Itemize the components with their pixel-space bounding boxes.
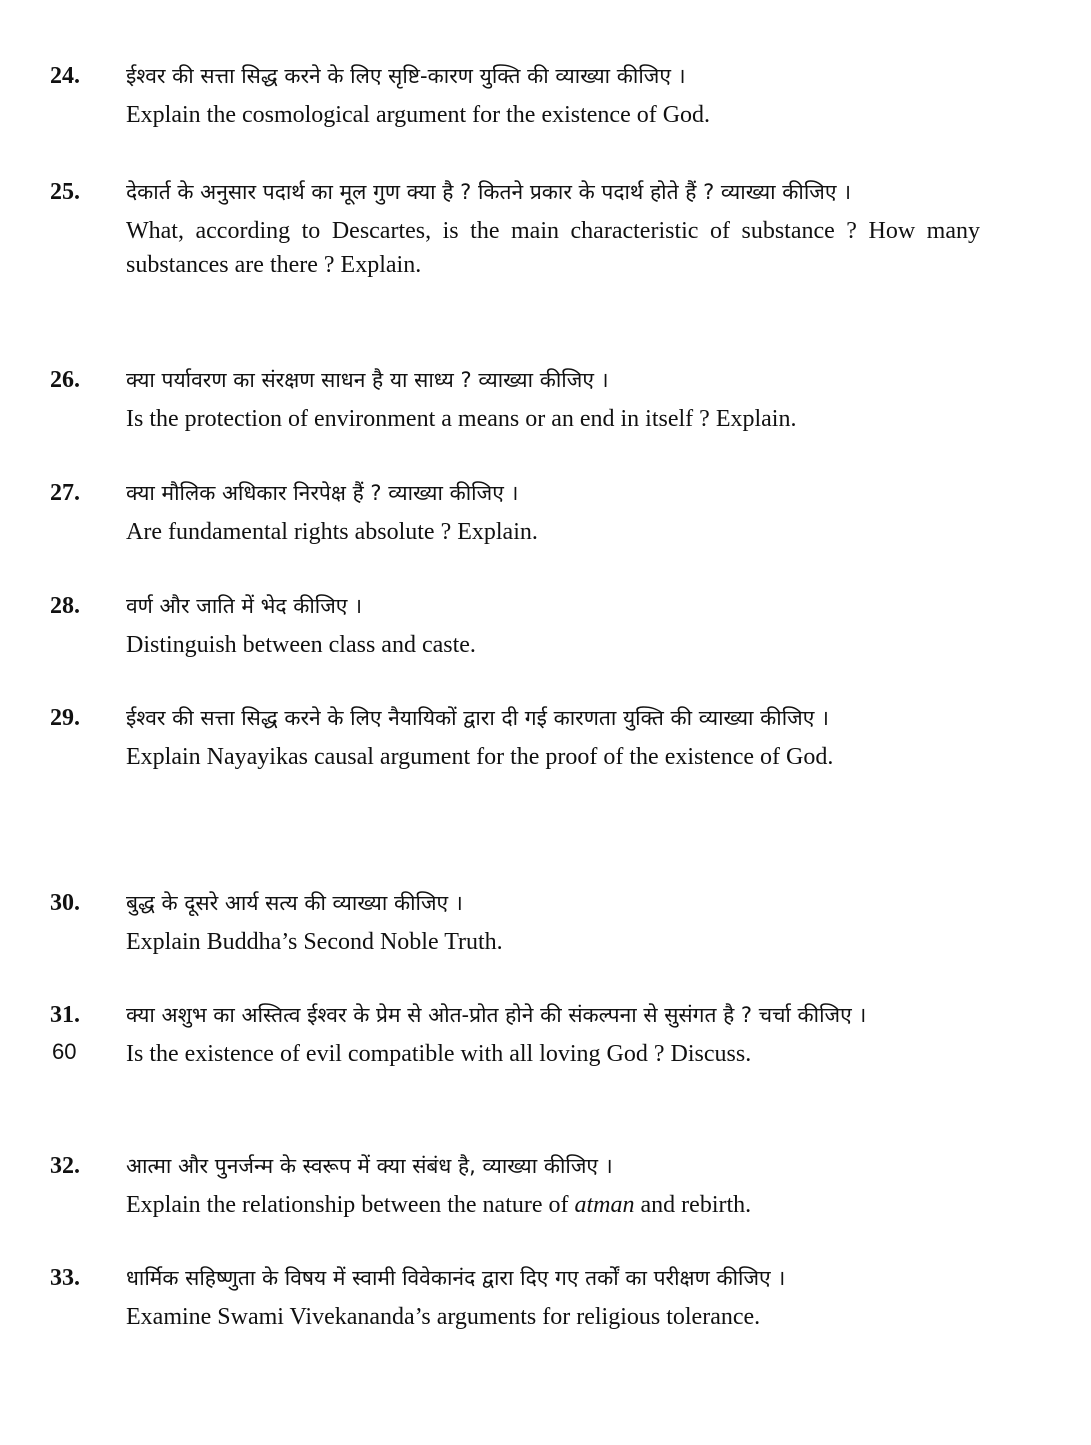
question-body — [126, 58, 980, 132]
question-body — [126, 1260, 980, 1334]
question-body — [126, 588, 980, 662]
question-text-hindi: बुद्ध के दूसरे आर्य सत्य की व्याख्या कीजिए । — [126, 891, 463, 915]
english-text: Examine Swami Vivekananda’s arguments for religious tolerance. — [126, 1304, 761, 1330]
question-number: 33. — [50, 1265, 80, 1291]
question-text-english — [126, 402, 980, 436]
question-number: 29. — [50, 705, 80, 731]
question-body — [126, 475, 980, 549]
question-number: 25. — [50, 179, 80, 205]
question-body — [126, 1148, 980, 1222]
question-text-english — [126, 740, 980, 774]
english-text-tail: and rebirth. — [634, 1192, 752, 1218]
question-text-hindi: क्या अशुभ का अस्तित्व ईश्वर के प्रेम से ओत-प्रोत होने की संकल्पना से सुसंगत है ? चर्चा कीजिए । — [126, 1003, 867, 1027]
question-body — [126, 885, 980, 959]
question-body — [126, 174, 980, 282]
question-text-english — [126, 1300, 980, 1334]
question-number: 30. — [50, 890, 80, 916]
question-text-english — [126, 1037, 980, 1071]
question-body — [126, 700, 980, 774]
question-body — [126, 362, 980, 436]
english-text: What, according to Descartes, is the main characteristic of substance ? How many substances are there ? Explain. — [126, 218, 980, 278]
question-text-hindi: वर्ण और जाति में भेद कीजिए । — [126, 594, 363, 618]
question-text-hindi: धार्मिक सहिष्णुता के विषय में स्वामी विवेकानंद द्वारा दिए गए तर्कों का परीक्षण कीजिए । — [126, 1266, 786, 1290]
question-number: 32. — [50, 1153, 80, 1179]
english-text: Is the existence of evil compatible with all loving God ? Discuss. — [126, 1041, 752, 1067]
question-text-english — [126, 925, 980, 959]
english-text: Is the protection of environment a means or an end in itself ? Explain. — [126, 406, 797, 432]
question-text-hindi: देकार्त के अनुसार पदार्थ का मूल गुण क्या है ? कितने प्रकार के पदार्थ होते हैं ? व्याख्या कीजिए । — [126, 180, 852, 204]
question-text-hindi: ईश्वर की सत्ता सिद्ध करने के लिए नैयायिकों द्वारा दी गई कारणता युक्ति की व्याख्या कीजिए । — [126, 706, 829, 730]
question-text-hindi: आत्मा और पुनर्जन्म के स्वरूप में क्या संबंध है, व्याख्या कीजिए । — [126, 1154, 613, 1178]
question-number: 28. — [50, 593, 80, 619]
question-number: 24. — [50, 63, 80, 89]
english-text: Distinguish between class and caste. — [126, 632, 476, 658]
question-number: 27. — [50, 480, 80, 506]
question-text-hindi: क्या मौलिक अधिकार निरपेक्ष हैं ? व्याख्या कीजिए । — [126, 481, 519, 505]
english-text: Explain Nayayikas causal argument for the proof of the existence of God. — [126, 744, 834, 770]
question-body — [126, 997, 980, 1071]
question-text-hindi: ईश्वर की सत्ता सिद्ध करने के लिए सृष्टि-कारण युक्ति की व्याख्या कीजिए । — [126, 64, 686, 88]
question-text-english — [126, 98, 980, 132]
question-number: 26. — [50, 367, 80, 393]
question-text-english — [126, 515, 980, 549]
question-text-english — [126, 628, 980, 662]
question-text-hindi: क्या पर्यावरण का संरक्षण साधन है या साध्य ? व्याख्या कीजिए । — [126, 368, 609, 392]
english-text: Explain the cosmological argument for the existence of God. — [126, 102, 711, 128]
question-number: 31. — [50, 1002, 80, 1028]
english-italic-text: atman — [574, 1192, 635, 1218]
english-text: Explain the relationship between the nature of — [126, 1192, 575, 1218]
question-text-english — [126, 214, 980, 282]
footer-code-left: 60 — [52, 1039, 77, 1064]
english-text: Explain Buddha’s Second Noble Truth. — [126, 929, 503, 955]
question-text-english — [126, 1188, 980, 1222]
english-text: Are fundamental rights absolute ? Explain. — [126, 519, 538, 545]
